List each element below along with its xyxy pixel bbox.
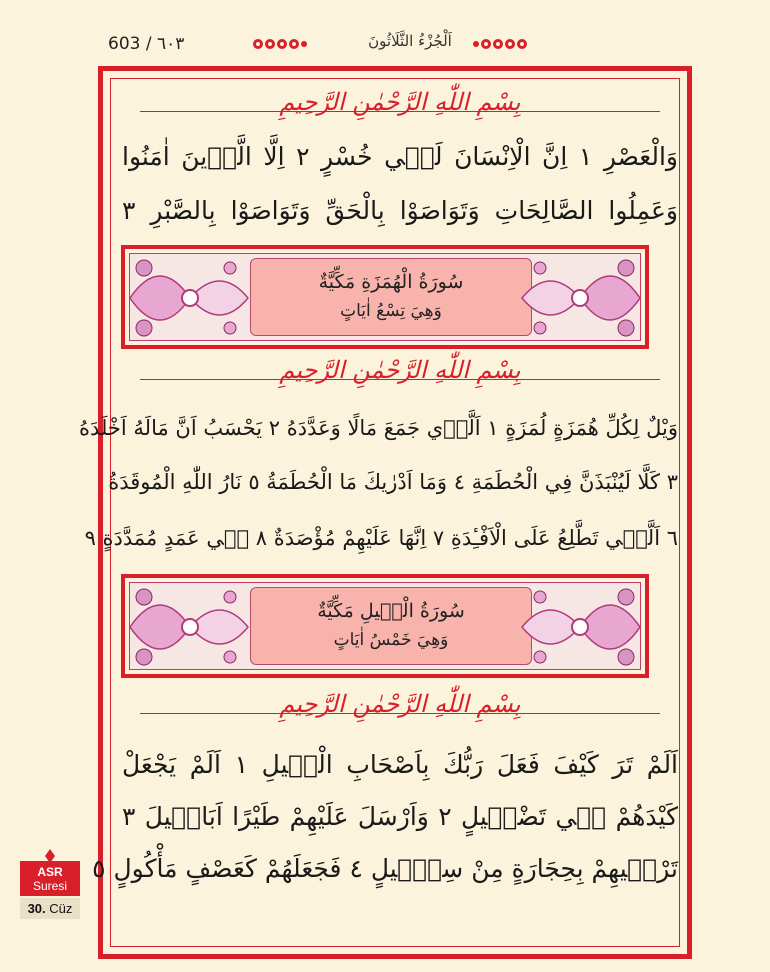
surah-header-center [250, 587, 532, 665]
page-number: 603 / ٦٠٣ [108, 34, 185, 54]
floral-ornament-right-icon [520, 254, 640, 341]
juz-tab-number: 30. [27, 901, 46, 916]
surah-header-frame [129, 582, 641, 670]
fil-line-1: اَلَمْ تَرَ كَيْفَ فَعَلَ رَبُّكَ بِاَصْحَابِ الْفٖيلِ ١ اَلَمْ يَجْعَلْ [122, 750, 679, 779]
page-header [0, 28, 770, 58]
bismillah-underline [140, 713, 660, 714]
surah-tab-red [20, 861, 80, 896]
surah-tab-name: ASR [37, 865, 63, 879]
surah-verse-count-humaza: وَهِيَ تِسْعُ اٰيَاتٍ [340, 301, 442, 321]
asr-line-2: وَعَمِلُوا الصَّالِحَاتِ وَتَوَاصَوْا بِالْحَقِّ وَتَوَاصَوْا بِالصَّبْرِ ٣ [122, 196, 678, 225]
surah-tab-subtitle: Suresi [32, 879, 67, 893]
floral-ornament-left-icon [130, 583, 250, 670]
floral-ornament-left-icon [130, 254, 250, 341]
fil-line-3: تَرْمٖيهِمْ بِحِجَارَةٍ مِنْ سِجّٖيلٍ ٤ فَجَعَلَهُمْ كَعَصْفٍ مَأْكُولٍ ٥ [92, 854, 678, 883]
surah-header-humaza [121, 245, 649, 349]
bismillah-asr [130, 88, 670, 116]
humaza-line-2: ٣ كَلَّا لَيُنْبَذَنَّ فِي الْحُطَمَةِ ٤ وَمَا اَدْرٰيكَ مَا الْحُطَمَةُ ٥ نَارُ اللّٰهِ الْمُوقَدَةُ [108, 470, 678, 494]
juz-tab [20, 898, 80, 919]
bismillah-underline [140, 379, 660, 380]
humaza-line-3: ٦ اَلَّتٖي تَطَّلِعُ عَلَى الْاَفْـِٔدَةِ ٧ اِنَّهَا عَلَيْهِمْ مُؤْصَدَةٌ ٨ فٖي عَمَدٍ مُمَدَّدَةٍ ٩ [84, 526, 678, 550]
bismillah-text: بِسْمِ اللّٰهِ الرَّحْمٰنِ الرَّحِيمِ [279, 356, 521, 384]
surah-header-center [250, 258, 532, 336]
floral-ornament-right-icon [520, 583, 640, 670]
bismillah-text: بِسْمِ اللّٰهِ الرَّحْمٰنِ الرَّحِيمِ [279, 690, 521, 718]
surah-side-tab [20, 851, 80, 919]
bismillah-text: بِسْمِ اللّٰهِ الرَّحْمٰنِ الرَّحِيمِ [279, 88, 521, 116]
surah-header-frame [129, 253, 641, 341]
fil-line-2: كَيْدَهُمْ فٖي تَضْلٖيلٍ ٢ وَاَرْسَلَ عَلَيْهِمْ طَيْرًا اَبَابٖيلَ ٣ [122, 802, 678, 831]
header-ornament-left-icon [250, 35, 310, 53]
header-ornament-right-icon [470, 35, 530, 53]
tab-peak-icon [43, 849, 57, 863]
juz-tab-label: Cüz [49, 901, 73, 916]
surah-name-fil: سُورَةُ الْفٖيلِ مَكِّيَّةٌ [317, 600, 465, 622]
surah-header-fil [121, 574, 649, 678]
humaza-line-1: وَيْلٌ لِكُلِّ هُمَزَةٍ لُمَزَةٍ ١ اَلَّذٖي جَمَعَ مَالًا وَعَدَّدَهُ ٢ يَحْسَبُ اَنَّ مَالَهُ اَخْلَدَهُ [78, 416, 678, 440]
bismillah-underline [140, 111, 660, 112]
surah-verse-count-fil: وَهِيَ خَمْسُ اٰيَاتٍ [333, 630, 449, 650]
bismillah-fil [130, 690, 670, 718]
surah-name-humaza: سُورَةُ الْهُمَزَةِ مَكِّيَّةٌ [318, 271, 464, 293]
bismillah-humaza [130, 356, 670, 384]
asr-line-1: وَالْعَصْرِ ١ اِنَّ الْاِنْسَانَ لَفٖي خُسْرٍ ٢ اِلَّا الَّذٖينَ اٰمَنُوا [122, 142, 678, 171]
juz-title: اَلْجُزْءُ الثَّلَاثُونَ [368, 32, 452, 50]
